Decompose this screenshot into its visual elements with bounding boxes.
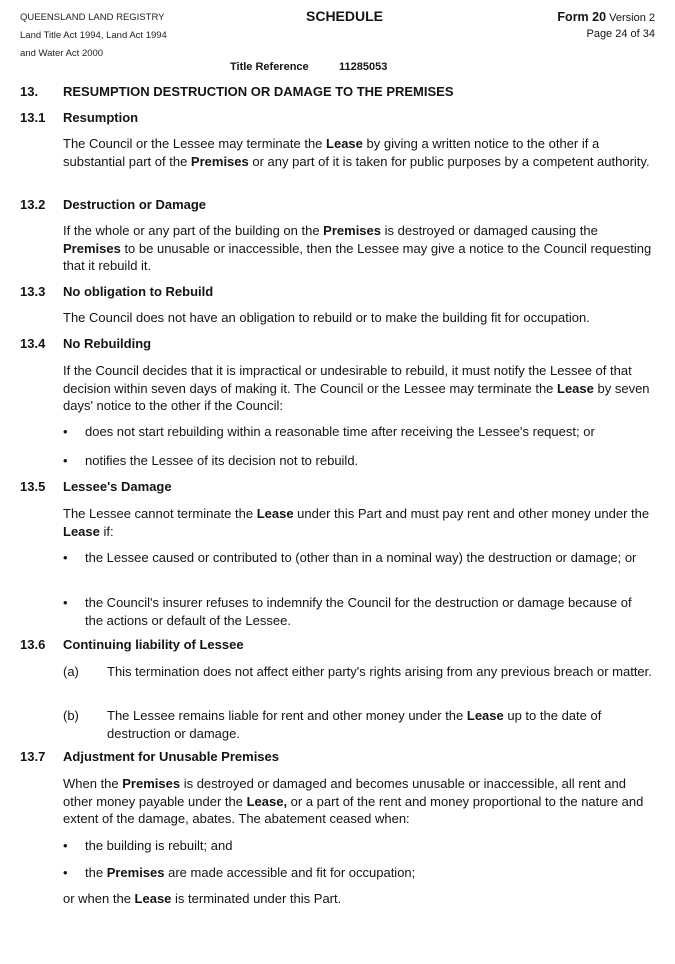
bullet-icon: • <box>63 838 68 853</box>
page-number: Page 24 of 34 <box>586 28 655 40</box>
clause-13-6-title: Continuing liability of Lessee <box>63 637 244 652</box>
list-item-text: the building is rebuilt; and <box>85 838 233 853</box>
clause-13-2-paragraph: If the whole or any part of the building on the Premises is destroyed or damaged causing the Premises to be unusable or inaccessible, then the Lessee may give a notice to the Council requesting that it rebuild it. <box>63 223 652 273</box>
clause-13-4-paragraph: If the Council decides that it is impractical or undesirable to rebuild, it must notify the Lessee of that decision within seven days of making it. The Council or the Lessee may terminate the Lease by seven days' notice to the other if the Council: <box>63 363 650 413</box>
schedule-heading: SCHEDULE <box>306 8 384 24</box>
clause-13-5-title: Lessee's Damage <box>63 479 172 494</box>
form-name: Form 20 <box>557 10 607 24</box>
clause-13-3-title: No obligation to Rebuild <box>63 284 214 299</box>
clause-13-4-number: 13.4 <box>20 336 46 351</box>
title-reference-label: Title Reference <box>230 61 309 73</box>
bullet-icon: • <box>63 595 68 610</box>
clause-13-5-paragraph: The Lessee cannot terminate the Lease under this Part and must pay rent and other money under the Lease if: <box>63 506 650 539</box>
section-title: RESUMPTION DESTRUCTION OR DAMAGE TO THE PREMISES <box>63 84 454 99</box>
enum-text: The Lessee remains liable for rent and other money under the Lease up to the date of destruction or damage. <box>107 708 602 741</box>
clause-13-3-paragraph: The Council does not have an obligation to rebuild or to make the building fit for occupation. <box>63 310 590 325</box>
section-number: 13. <box>20 84 39 99</box>
list-item-text: notifies the Lessee of its decision not to rebuild. <box>85 453 359 468</box>
enum-label: (b) <box>63 708 79 723</box>
title-reference-value: 11285053 <box>339 61 388 73</box>
bullet-icon: • <box>63 550 68 565</box>
enum-text: This termination does not affect either party's rights arising from any previous breach or matter. <box>107 664 652 679</box>
bullet-icon: • <box>63 424 68 439</box>
clause-13-5-number: 13.5 <box>20 479 46 494</box>
clause-13-7-paragraph: When the Premises is destroyed or damaged and becomes unusable or inaccessible, all rent and other money payable under the Lease, or a part of the rent and money proportional to the nature and extent of the damage, abates. The abatement ceased when: <box>63 776 644 826</box>
clause-13-1-number: 13.1 <box>20 110 46 125</box>
list-item-text: the Premises are made accessible and fit for occupation; <box>85 865 416 880</box>
form-version: Version 2 <box>609 12 655 24</box>
clause-13-7-title: Adjustment for Unusable Premises <box>63 749 279 764</box>
clause-13-1-title: Resumption <box>63 110 139 125</box>
registry-name: QUEENSLAND LAND REGISTRY <box>20 12 165 23</box>
clause-13-4-title: No Rebuilding <box>63 336 152 351</box>
bullet-icon: • <box>63 865 68 880</box>
list-item-text: the Council's insurer refuses to indemnify the Council for the destruction or damage because of the actions or default of the Lessee. <box>85 595 632 628</box>
list-item-text: does not start rebuilding within a reasonable time after receiving the Lessee's request; or <box>85 424 595 439</box>
clause-13-2-title: Destruction or Damage <box>63 197 207 212</box>
clause-13-7-closing: or when the Lease is terminated under this Part. <box>63 891 342 906</box>
bullet-icon: • <box>63 453 68 468</box>
clause-13-7-number: 13.7 <box>20 749 46 764</box>
acts-line-2: and Water Act 2000 <box>20 48 104 59</box>
clause-13-6-number: 13.6 <box>20 637 46 652</box>
clause-13-3-number: 13.3 <box>20 284 46 299</box>
enum-label: (a) <box>63 664 79 679</box>
clause-13-2-number: 13.2 <box>20 197 46 212</box>
acts-line-1: Land Title Act 1994, Land Act 1994 <box>20 30 167 41</box>
list-item-text: the Lessee caused or contributed to (other than in a nominal way) the destruction or damage; or <box>85 550 637 565</box>
clause-13-1-paragraph: The Council or the Lessee may terminate the Lease by giving a written notice to the other if a substantial part of the Premises or any part of it is taken for public purposes by a competent authority. <box>63 136 650 169</box>
form-label <box>557 10 655 24</box>
